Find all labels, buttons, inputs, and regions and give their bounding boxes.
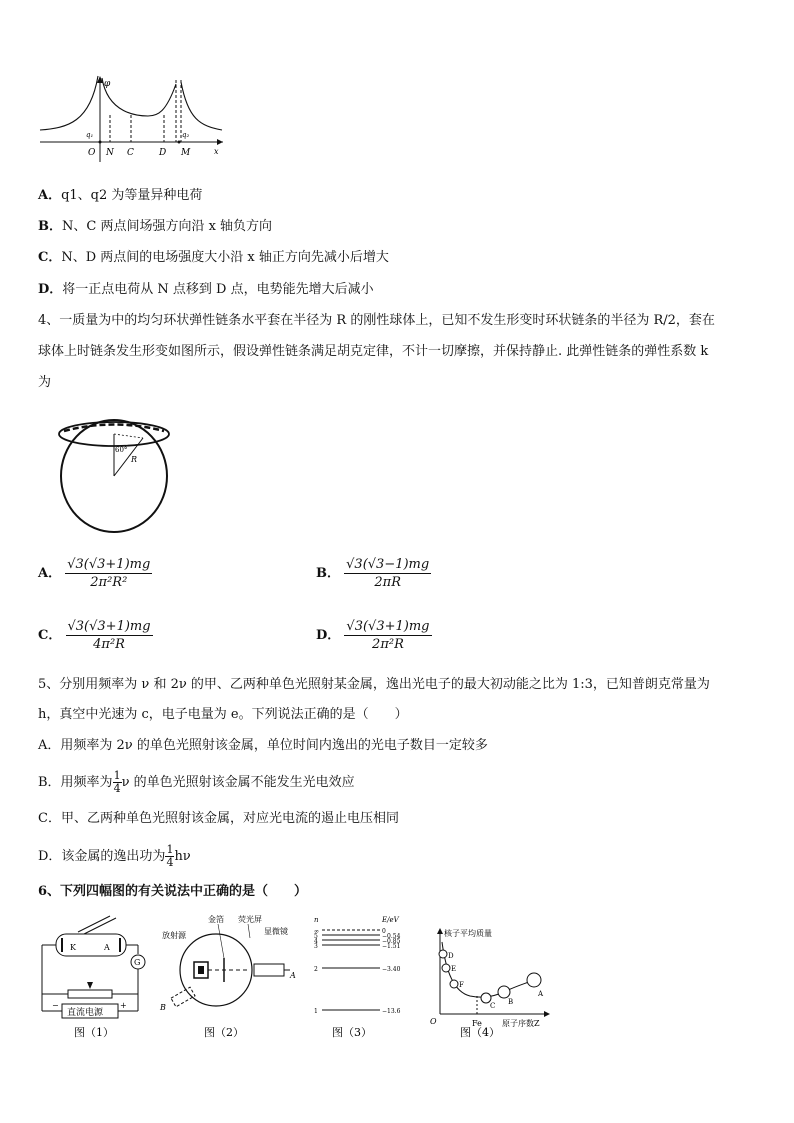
q4-option-a: A． $\frac{√3(√3+1)mg}{\text{2π²R²}}$ [38, 557, 151, 590]
fig1-source-label: 直流电源 [67, 1008, 104, 1018]
energy-level-value: −0.54 [382, 933, 401, 940]
fig1-plus: + [120, 1001, 127, 1010]
fig4-xlabel: 原子序数Z [502, 1019, 540, 1028]
fig1-minus: − [52, 1001, 59, 1010]
q3-option-d: D．将一正点电荷从 N 点移到 D 点，电势能先增大后减小 [38, 282, 374, 297]
q3-option-a: A．q1、q2 为等量异种电荷 [38, 188, 203, 203]
fig4-fe: Fe [472, 1019, 482, 1028]
q2-label: q₂ [182, 131, 190, 139]
q4-option-d: D． $\frac{√3(√3+1)mg}{\text{2π²R}}$ [316, 619, 430, 652]
energy-level-n: 2 [314, 966, 318, 973]
energy-level-value: −0.85 [382, 938, 401, 945]
fig2-foil: 金箔 [208, 915, 224, 924]
nucleus-label: D [448, 952, 454, 960]
label-C: C [127, 148, 134, 158]
fig2-caption: 图（2） [204, 1026, 244, 1039]
fig1-caption: 图（1） [74, 1026, 114, 1039]
nucleus-point [442, 964, 450, 972]
figure-1-circuit [38, 912, 156, 1040]
q4-option-b: B． $\frac{√3(√3-1)mg}{2\pi R}$ [316, 557, 430, 590]
nucleus-label: B [508, 998, 514, 1006]
q5-stem-line2: h，真空中光速为 c，电子电量为 e。下列说法正确的是（ ） [38, 707, 408, 722]
nucleus-label: F [459, 981, 464, 989]
energy-level-n: 5 [314, 933, 318, 940]
nucleus-point [498, 986, 510, 998]
q3-option-b: B．N、C 两点间场强方向沿 x 轴负方向 [38, 219, 273, 234]
q5-option-d: D．该金属的逸出功为 $\frac{1}{4}$ hν [38, 843, 191, 869]
angle-label: 60° [115, 446, 128, 454]
q4-stem-line3: 为 [38, 375, 52, 390]
nucleus-point [527, 973, 541, 987]
label-D: D [159, 148, 167, 158]
q1-label: q₁ [86, 131, 94, 139]
figure-2-scattering [158, 912, 298, 1040]
fig4-ylabel: 核子平均质量 [444, 929, 492, 938]
fig1-a: A [104, 943, 110, 952]
q3-option-c: C．N、D 两点间的电场强度大小沿 x 轴正方向先减小后增大 [38, 250, 389, 265]
figure-3-energy-levels [310, 912, 420, 1040]
fig2-microscope: 显微镜 [264, 927, 288, 936]
x-label: x [214, 147, 219, 156]
q5-option-b: B．用频率为 $\frac{1}{4}$ ν 的单色光照射该金属不能发生光电效应 [38, 769, 355, 795]
q5-option-a: A．用频率为 2ν 的单色光照射该金属，单位时间内逸出的光电子数目一定较多 [38, 738, 488, 753]
fig1-galvanometer: G [134, 958, 141, 967]
energy-level-n: 3 [314, 943, 318, 950]
radius-label: R [131, 455, 138, 464]
energy-level-n: 1 [314, 1008, 318, 1015]
label-N: N [106, 148, 114, 158]
figure-4-binding-curve [424, 912, 554, 1040]
energy-level-value: −13.6 [382, 1008, 401, 1015]
sphere-chain-figure [58, 404, 174, 534]
fig2-source: 放射源 [162, 931, 186, 940]
fig2-screen: 荧光屏 [238, 915, 262, 924]
nucleus-point [439, 950, 447, 958]
q4-stem-line1: 4、一质量为中的均匀环状弹性链条水平套在半径为 R 的刚性球体上，已知不发生形变时环状链条的半径为 R/2，套在 [38, 313, 715, 328]
energy-level-value: 0 [382, 928, 386, 935]
energy-level-n: ∞ [314, 928, 319, 935]
q4-option-c: C． $\frac{√3(√3+1)mg}{\text{4π²R}}$ [38, 619, 151, 652]
fig3-e-label: E/eV [382, 916, 399, 924]
q4-stem-line2: 球体上时链条发生形变如图所示，假设弹性链条满足胡克定律，不计一切摩擦，并保持静止. 此弹性链条的弹性系数 k [38, 344, 709, 359]
fig3-n-label: n [314, 916, 319, 924]
fig4-caption: 图（4） [460, 1026, 500, 1039]
nucleus-point [450, 980, 458, 988]
nucleus-label: C [490, 1002, 496, 1010]
energy-level-value: −3.40 [382, 966, 401, 973]
q5-stem-line1: 5、分别用频率为 ν 和 2ν 的甲、乙两种单色光照射某金属，逸出光电子的最大初动能之比为 1:3，已知普朗克常量为 [38, 677, 710, 692]
fig2-b: B [160, 1003, 166, 1012]
nucleus-label: A [538, 990, 544, 998]
label-M: M [181, 148, 191, 158]
fig4-origin: O [430, 1017, 437, 1026]
potential-graph [38, 74, 228, 164]
label-O: O [88, 148, 96, 158]
q6-stem: 6、下列四幅图的有关说法中正确的是（ ） [38, 884, 308, 899]
energy-level-n: 4 [314, 938, 318, 945]
nucleus-label: E [451, 965, 457, 973]
fig1-k: K [70, 943, 76, 952]
phi-label: φ [104, 79, 111, 89]
energy-level-value: −1.51 [382, 943, 401, 950]
q5-option-c: C．甲、乙两种单色光照射该金属，对应光电流的遏止电压相同 [38, 811, 399, 826]
fig2-a: A [290, 971, 296, 980]
fig3-caption: 图（3） [332, 1026, 372, 1039]
